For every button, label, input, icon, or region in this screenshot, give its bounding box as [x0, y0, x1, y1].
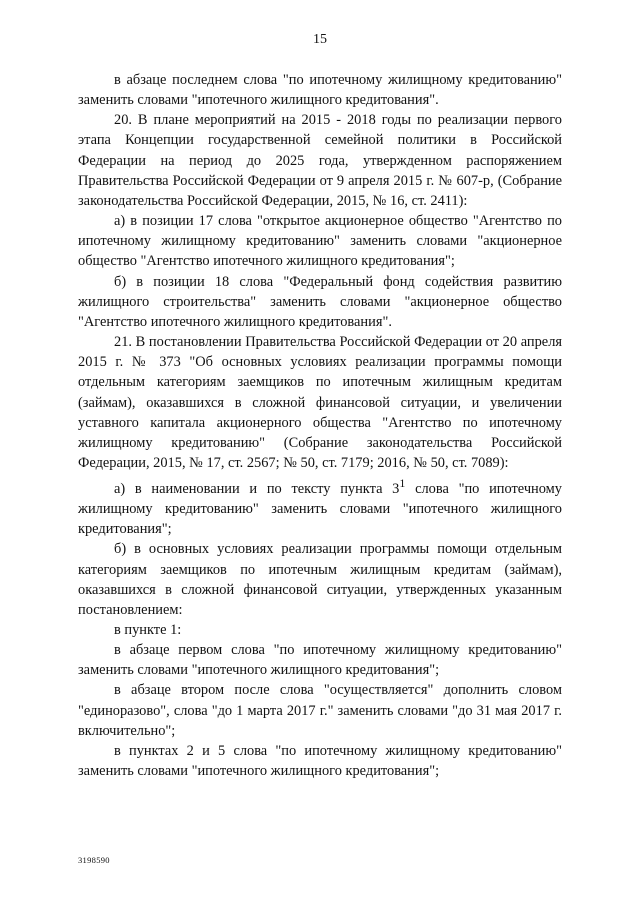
document-body	[78, 70, 562, 781]
paragraph-item-20: 20. В плане мероприятий на 2015 - 2018 годы по реализации первого этапа Концепции государственной семейной политики в Российской Федерации на период до 2025 года, утвержденном распоряжением Правительства Российской Федерации от 9 апреля 2015 г. № 607-р, (Собрание законодательства Российской Федерации, 2015, № 16, ст. 2411):	[78, 112, 562, 209]
paragraph-v-punkte-1: в пункте 1:	[114, 622, 182, 639]
paragraph-item-21a-before: а) в наименовании и по тексту пункта 3	[114, 480, 400, 497]
paragraph-item-21a	[78, 473, 562, 539]
paragraph-item-20a: а) в позиции 17 слова "открытое акционерное общество "Агентство по ипотечному жилищному кредитованию" заменить словами "акционерное общество "Агентство ипотечного жилищного кредитования";	[78, 213, 562, 270]
paragraph-item-21a-after: слова "по ипотечному жилищному кредитованию" заменить словами "ипотечного жилищного кредитования";	[78, 480, 562, 538]
paragraph-abzac-poslednem: в абзаце последнем слова "по ипотечному жилищному кредитованию" заменить словами "ипотечного жилищного кредитования".	[78, 72, 562, 109]
page-number: 15	[313, 32, 327, 47]
paragraph-punktah-2-5: в пунктах 2 и 5 слова "по ипотечному жилищному кредитованию" заменить словами "ипотечного жилищного кредитования";	[78, 742, 562, 780]
paragraph-abzac-pervom: в абзаце первом слова "по ипотечному жилищному кредитованию" заменить словами "ипотечного жилищного кредитования";	[78, 642, 562, 679]
paragraph-item-21: 21. В постановлении Правительства Российской Федерации от 20 апреля 2015 г. № 373 "Об основных условиях реализации программы помощи отдельным категориям заемщиков по ипотечным жилищным кредитам (займам), оказавшихся в сложной финансовой ситуации, и увеличении уставного капитала акционерного общества "Агентство по ипотечному жилищному кредитованию" (Собрание законодательства Российской Федерации, 2015, № 17, ст. 2567; № 50, ст. 7179; 2016, № 50, ст. 7089):	[78, 334, 562, 471]
superscript-marker: 1	[399, 476, 406, 491]
document-id-number: 3198590	[78, 855, 110, 865]
paragraph-item-20b: б) в позиции 18 слова "Федеральный фонд содействия развитию жилищного строительства" заменить словами "акционерное общество "Агентство ипотечного жилищного кредитования".	[78, 273, 562, 330]
paragraph-abzac-vtorom: в абзаце втором после слова "осуществляется" дополнить словом "единоразово", слова "до 1 марта 2017 г." заменить словами "до 31 мая 2017 г. включительно";	[78, 682, 562, 739]
paragraph-item-21b: б) в основных условиях реализации программы помощи отдельным категориям заемщиков по ипотечным жилищным кредитам (займам), оказавшихся в сложной финансовой ситуации, утвержденных указанным постановлением:	[78, 541, 562, 618]
